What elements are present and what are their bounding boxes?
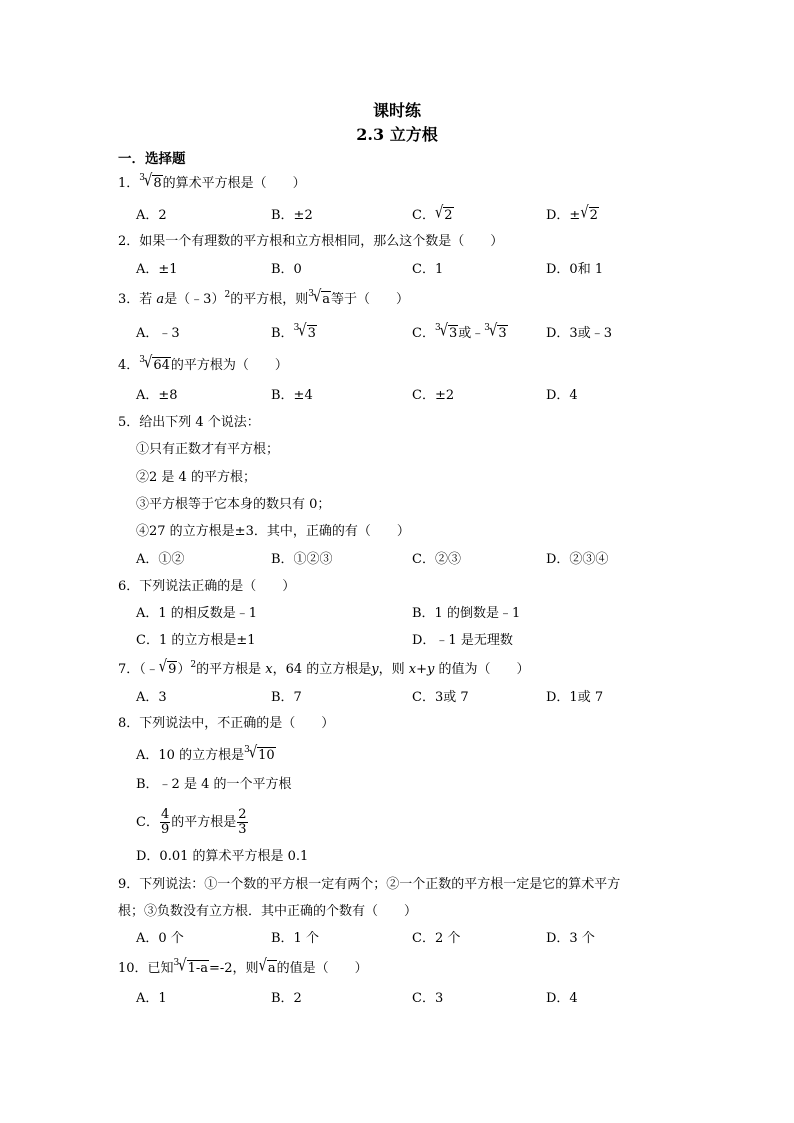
q10-option-b: B．2 bbox=[271, 991, 302, 1006]
page-title: 课时练 bbox=[372, 101, 421, 120]
q4-option-b: B．±4 bbox=[271, 388, 313, 403]
question-9-line-2: 根；③负数没有立方根．其中正确的个数有（ ） bbox=[118, 904, 418, 919]
q5-option-d: D．②③④ bbox=[546, 552, 609, 567]
question-9-line-1: 9．下列说法：①一个数的平方根一定有两个；②一个正数的平方根一定是它的算术平方 bbox=[118, 877, 621, 892]
cube-root: $^3$√3 bbox=[293, 321, 316, 341]
q6-option-c: C．1 的立方根是±1 bbox=[136, 633, 256, 648]
q5-statement-2: ②2 是 4 的平方根； bbox=[136, 470, 256, 485]
question-8: 8．下列说法中，不正确的是（ ） bbox=[118, 716, 335, 731]
cube-root: $^3$√10 bbox=[244, 743, 275, 763]
q9-option-d: D．3 个 bbox=[546, 931, 595, 946]
square-root: √2 bbox=[434, 203, 453, 223]
cube-root: $^3$√3 bbox=[434, 321, 458, 341]
q1-option-c: C．√2 bbox=[412, 206, 454, 226]
question-4: 4．$^3$√64的平方根为（ ） bbox=[118, 356, 288, 377]
square-root: √2 bbox=[580, 203, 598, 223]
q1-option-a: A．2 bbox=[136, 208, 167, 223]
q4-option-d: D．4 bbox=[546, 388, 578, 403]
question-10: 10．已知$^3$√1-a=-2，则√a的值是（ ） bbox=[118, 959, 368, 980]
q1-option-d: D．±√2 bbox=[546, 206, 599, 226]
q8-option-b: B．﹣2 是 4 的一个平方根 bbox=[136, 777, 292, 792]
q3-option-a: A．﹣3 bbox=[136, 326, 180, 341]
q5-option-b: B．①②③ bbox=[271, 552, 333, 567]
q3-option-d: D．3或﹣3 bbox=[546, 326, 612, 341]
question-6: 6．下列说法正确的是（ ） bbox=[118, 579, 296, 594]
q6-option-d: D．﹣1 是无理数 bbox=[412, 633, 513, 648]
q8-option-d: D．0.01 的算术平方根是 0.1 bbox=[136, 849, 309, 864]
q6-option-b: B．1 的倒数是﹣1 bbox=[412, 606, 521, 621]
q7-option-b: B．7 bbox=[271, 690, 302, 705]
q8-option-c: C． $\frac{4}{9}$ 的平方根是 $\frac{2}{3}$ bbox=[136, 807, 247, 837]
q5-statement-3: ③平方根等于它本身的数只有 0； bbox=[136, 497, 331, 512]
question-2: 2．如果一个有理数的平方根和立方根相同，那么这个数是（ ） bbox=[118, 234, 504, 249]
cube-root: $^3$√1-a bbox=[173, 956, 208, 976]
q8-option-a: A．10 的立方根是$^3$√10 bbox=[136, 746, 276, 767]
q5-statement-1: ①只有正数才有平方根； bbox=[136, 442, 280, 457]
square-root: √a bbox=[258, 956, 276, 976]
q2-option-c: C．1 bbox=[412, 262, 444, 277]
q7-option-d: D．1或 7 bbox=[546, 690, 604, 705]
question-3: 3．若 a是（﹣3）$^2$的平方根，则$^3$√a等于（ ） bbox=[118, 290, 409, 311]
section-heading: 一．选择题 bbox=[118, 151, 186, 167]
cube-root: $^3$√8 bbox=[139, 171, 162, 191]
cube-root: $^3$√64 bbox=[139, 353, 170, 373]
q2-option-d: D．0和 1 bbox=[546, 262, 604, 277]
q5-option-c: C．②③ bbox=[412, 552, 461, 567]
cube-root: $^3$√a bbox=[308, 287, 330, 307]
q3-option-b: B．$^3$√3 bbox=[271, 324, 317, 345]
q10-option-d: D．4 bbox=[546, 991, 578, 1006]
q9-option-c: C．2 个 bbox=[412, 931, 461, 946]
q4-option-a: A．±8 bbox=[136, 388, 178, 403]
question-1: 1．$^3$√8的算术平方根是（ ） bbox=[118, 174, 306, 195]
q9-option-b: B．1 个 bbox=[271, 931, 319, 946]
square-root: √9 bbox=[158, 657, 177, 677]
q4-option-c: C．±2 bbox=[412, 388, 455, 403]
page-subtitle: 2.3 立方根 bbox=[356, 125, 438, 144]
fraction: $\frac{2}{3}$ bbox=[238, 807, 247, 837]
q5-statement-4: ④27 的立方根是±3．其中，正确的有（ ） bbox=[136, 524, 410, 539]
q2-option-b: B．0 bbox=[271, 262, 302, 277]
question-5: 5．给出下列 4 个说法： bbox=[118, 415, 260, 430]
q5-option-a: A．①② bbox=[136, 552, 185, 567]
q7-option-c: C．3或 7 bbox=[412, 690, 469, 705]
q3-option-c: C．$^3$√3或﹣$^3$√3 bbox=[412, 324, 508, 345]
fraction: $\frac{4}{9}$ bbox=[160, 807, 170, 837]
cube-root: $^3$√3 bbox=[484, 321, 507, 341]
q9-option-a: A．0 个 bbox=[136, 931, 184, 946]
q10-option-a: A．1 bbox=[136, 991, 167, 1006]
q6-option-a: A．1 的相反数是﹣1 bbox=[136, 606, 258, 621]
q7-option-a: A．3 bbox=[136, 690, 167, 705]
question-7: 7．（﹣√9）$^2$的平方根是 x，64 的立方根是y，则 x+y 的值为（ ） bbox=[118, 660, 530, 681]
q2-option-a: A．±1 bbox=[136, 262, 178, 277]
q1-option-b: B．±2 bbox=[271, 208, 313, 223]
q10-option-c: C．3 bbox=[412, 991, 444, 1006]
